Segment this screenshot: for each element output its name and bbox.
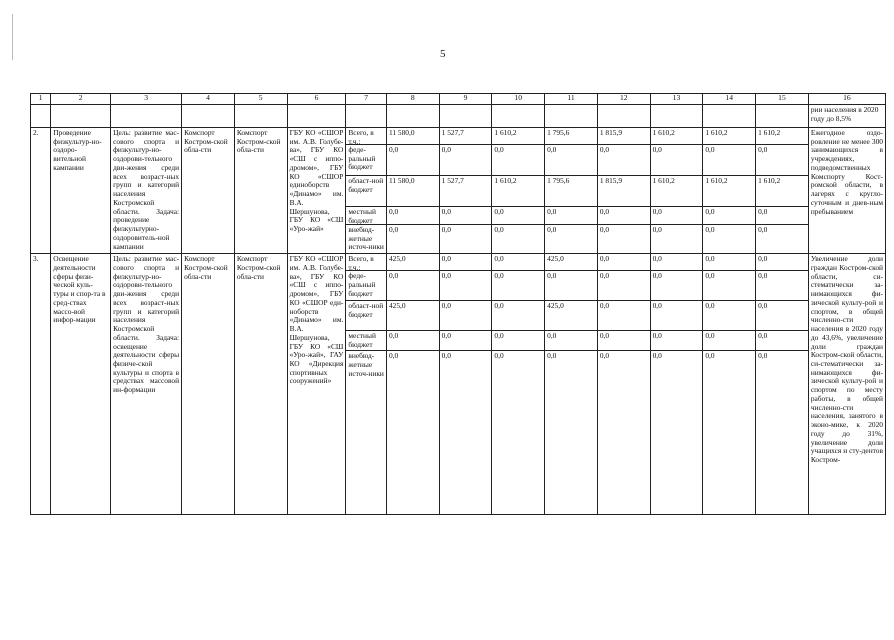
value-cell: 0,0: [545, 145, 597, 176]
column-header: 15: [756, 94, 809, 105]
source-label: Всего, в т.ч.:: [346, 254, 386, 271]
program-table: [30, 93, 886, 515]
value-cell: 0,0: [440, 271, 492, 301]
column-header: 1: [31, 94, 51, 105]
value-cell: 0,0: [545, 207, 597, 225]
value-cell: 0,0: [598, 331, 650, 351]
value-cell: 0,0: [441, 351, 451, 361]
source-label: област-ной бюджет: [346, 176, 386, 207]
value-cell: 0,0: [758, 351, 768, 361]
source-label: внебюд-жетные источ-ники: [348, 225, 384, 252]
value-cell: 0,0: [599, 225, 610, 234]
measure-name: Проведение физкультур-но-оздоро-вительной кампании: [51, 128, 111, 254]
value-cell: 0,0: [651, 145, 703, 176]
column-header: 4: [182, 94, 235, 105]
value-column: [439, 254, 492, 515]
value-column: [650, 128, 703, 254]
funding-sources: [346, 128, 387, 254]
value-column: [545, 254, 598, 515]
value-cell: 1 610,2: [756, 128, 808, 145]
value-cell: 11 580,0: [387, 176, 439, 207]
value-cell: 0,0: [756, 331, 808, 351]
source-label: местный бюджет: [346, 331, 386, 351]
value-cell: 0,0: [492, 331, 544, 351]
value-cell: 0,0: [492, 271, 544, 301]
value-cell: 1 610,2: [492, 128, 544, 145]
value-cell: 0,0: [651, 301, 703, 331]
value-cell: 0,0: [492, 207, 544, 225]
responsible-executor: Комспорт Костром-ской обла-сти: [182, 254, 235, 515]
source-label: феде-ральный бюджет: [346, 145, 386, 176]
value-cell: 1 527,7: [440, 128, 492, 145]
value-cell: 0,0: [705, 225, 715, 234]
value-cell: 425,0: [387, 301, 439, 331]
column-header: 16: [808, 94, 885, 105]
value-cell: 425,0: [545, 301, 597, 331]
value-cell: 0,0: [756, 254, 808, 271]
column-header: 13: [650, 94, 703, 105]
value-column: [703, 128, 756, 254]
expected-result: Увеличение доли граждан Костром-ской области, си-стематически за-нимающихся фи-зической культу-рой и спортом, в общей численно-сти населения в 2020 году до 43,6%, увеличение доли граждан Костром-ской области, си-стематически за-нимающихся фи-зической культу-рой и спортом по месту работы, в общей численно-сти населения, занятого в эконо-мике, к 2020 году до 31%, увеличение доли учащихся и сту-дентов Костром-: [808, 254, 885, 515]
value-cell: 1 815,9: [598, 128, 650, 145]
value-cell: 1 610,2: [651, 128, 703, 145]
value-cell: 0,0: [598, 207, 650, 225]
value-cell: 11 580,0: [387, 128, 439, 145]
continuation-row: [31, 105, 886, 128]
value-column: [650, 254, 703, 515]
result-continuation: рии населения в 2020 году до 8,5%: [808, 105, 885, 128]
value-cell: 0,0: [440, 331, 492, 351]
value-cell: 0,0: [705, 351, 715, 361]
value-cell: 0,0: [652, 225, 662, 234]
value-cell: 0,0: [703, 331, 755, 351]
value-cell: 0,0: [547, 225, 557, 234]
participants: ГБУ КО «СШОР им. А.В. Голубе-ва», ГБУ КО «СШ с иппо-дромом», ГБУ КО «СШОР еди-ноборств «Динамо» им. В.А. Шершунова, ГБУ КО «СШ «Уро-жай», ГАУ КО «Дирекция спортивных сооружений»: [287, 254, 346, 515]
measure-name: Освещение деятельности сферы физи-ческой куль-туры и спор-та в сред-ствах массо-вой инфор-мации: [51, 254, 111, 515]
value-cell: 0,0: [388, 351, 399, 361]
column-header: 3: [111, 94, 182, 105]
value-cell: 0,0: [703, 271, 755, 301]
value-cell: 1 795,6: [545, 176, 597, 207]
value-column: [439, 128, 492, 254]
value-cell: 0,0: [599, 351, 610, 361]
value-cell: 0,0: [703, 254, 755, 271]
value-cell: 1 610,2: [492, 176, 544, 207]
value-cell: 0,0: [440, 254, 492, 271]
value-cell: 0,0: [440, 207, 492, 225]
value-cell: 425,0: [545, 254, 597, 271]
goal-task: Цель: развитие мас-сового спорта и физкультур-но-оздорови-тельного дви-жения среди всех возраст-ных групп и категорий населения Костромской области. Задача: проведение физкультурно-оздоровитель-ной кампании: [111, 128, 182, 254]
source-label: област-ной бюджет: [346, 301, 386, 331]
value-cell: 0,0: [598, 271, 650, 301]
value-column: [386, 254, 439, 515]
value-column: [386, 128, 439, 254]
value-cell: 0,0: [756, 301, 808, 331]
column-header: 11: [545, 94, 598, 105]
value-cell: 0,0: [756, 207, 808, 225]
value-cell: 0,0: [703, 207, 755, 225]
column-header: 7: [346, 94, 387, 105]
column-header: 14: [703, 94, 756, 105]
value-cell: 0,0: [598, 301, 650, 331]
value-cell: 0,0: [651, 207, 703, 225]
value-cell: 1 610,2: [651, 176, 703, 207]
co-executor: Комспорт Костром-ской обла-сти: [234, 254, 287, 515]
column-header: 2: [51, 94, 111, 105]
co-executor: Комспорт Костром-ской обла-сти: [234, 128, 287, 254]
value-column: [756, 254, 809, 515]
value-column: [703, 254, 756, 515]
source-label: Всего, в т.ч.:: [346, 128, 386, 145]
table-row: [31, 128, 886, 254]
value-cell: 0,0: [387, 145, 439, 176]
value-cell: 0,0: [758, 225, 768, 234]
value-column: [597, 128, 650, 254]
value-cell: 0,0: [651, 331, 703, 351]
value-cell: 0,0: [387, 331, 439, 351]
value-cell: 1 815,9: [598, 176, 650, 207]
value-cell: 0,0: [703, 145, 755, 176]
value-cell: 1 610,2: [703, 176, 755, 207]
value-cell: 0,0: [651, 271, 703, 301]
column-header: 8: [386, 94, 439, 105]
value-column: [756, 128, 809, 254]
value-cell: 0,0: [387, 207, 439, 225]
value-cell: 0,0: [441, 225, 451, 234]
responsible-executor: Комспорт Костром-ской обла-сти: [182, 128, 235, 254]
source-label: внебюд-жетные источ-ники: [348, 351, 384, 378]
source-label: местный бюджет: [346, 207, 386, 225]
value-cell: 0,0: [388, 225, 399, 234]
value-cell: 0,0: [545, 271, 597, 301]
value-cell: 0,0: [494, 351, 504, 361]
column-header: 6: [287, 94, 346, 105]
value-cell: 425,0: [387, 254, 439, 271]
row-number: 3.: [31, 254, 51, 515]
column-header: 10: [492, 94, 545, 105]
value-cell: 1 795,6: [545, 128, 597, 145]
funding-sources: [346, 254, 387, 515]
value-cell: 0,0: [492, 254, 544, 271]
value-cell: 0,0: [440, 301, 492, 331]
binding-margin-line: [12, 14, 13, 60]
table-row: [31, 254, 886, 515]
value-cell: 0,0: [703, 301, 755, 331]
source-label: феде-ральный бюджет: [346, 271, 386, 301]
value-cell: 0,0: [492, 301, 544, 331]
value-column: [492, 254, 545, 515]
page-number: 5: [440, 48, 446, 60]
value-cell: 0,0: [756, 271, 808, 301]
value-cell: 0,0: [547, 351, 557, 361]
row-number: 2.: [31, 128, 51, 254]
value-cell: 0,0: [598, 254, 650, 271]
value-cell: 0,0: [494, 225, 504, 234]
value-column: [545, 128, 598, 254]
column-header: 9: [439, 94, 492, 105]
value-cell: 0,0: [652, 351, 662, 361]
value-cell: 0,0: [387, 271, 439, 301]
value-cell: 0,0: [598, 145, 650, 176]
column-header: 12: [597, 94, 650, 105]
value-cell: 0,0: [651, 254, 703, 271]
value-cell: 1 610,2: [703, 128, 755, 145]
goal-task: Цель: развитие мас-сового спорта и физкультур-но-оздорови-тельного дви-жения среди всех возраст-ных групп и категорий населения Костромской области. Задача: освещение деятельности сферы физиче-ской культуры и спорта в средствах массовой ин-формации: [111, 254, 182, 515]
value-cell: 0,0: [440, 145, 492, 176]
value-cell: 1 610,2: [756, 176, 808, 207]
value-cell: 0,0: [545, 331, 597, 351]
column-header: 5: [234, 94, 287, 105]
participants: ГБУ КО «СШОР им. А.В. Голубе-ва», ГБУ КО «СШ с иппо-дромом», ГБУ КО «СШОР единоборств «Динамо» им. В.А. Шершунова, ГБУ КО «СШ «Уро-жай»: [287, 128, 346, 254]
value-cell: 0,0: [756, 145, 808, 176]
value-cell: 0,0: [492, 145, 544, 176]
value-cell: 1 527,7: [440, 176, 492, 207]
expected-result: Ежегодное оздо-ровление не менее 300 занимающихся в учреждениях, подведомственных Комспорту Кост-ромской области, в лагерях с кругло-суточным и днев-ным пребыванием: [808, 128, 885, 254]
value-column: [492, 128, 545, 254]
column-number-row: [31, 94, 886, 105]
value-column: [597, 254, 650, 515]
